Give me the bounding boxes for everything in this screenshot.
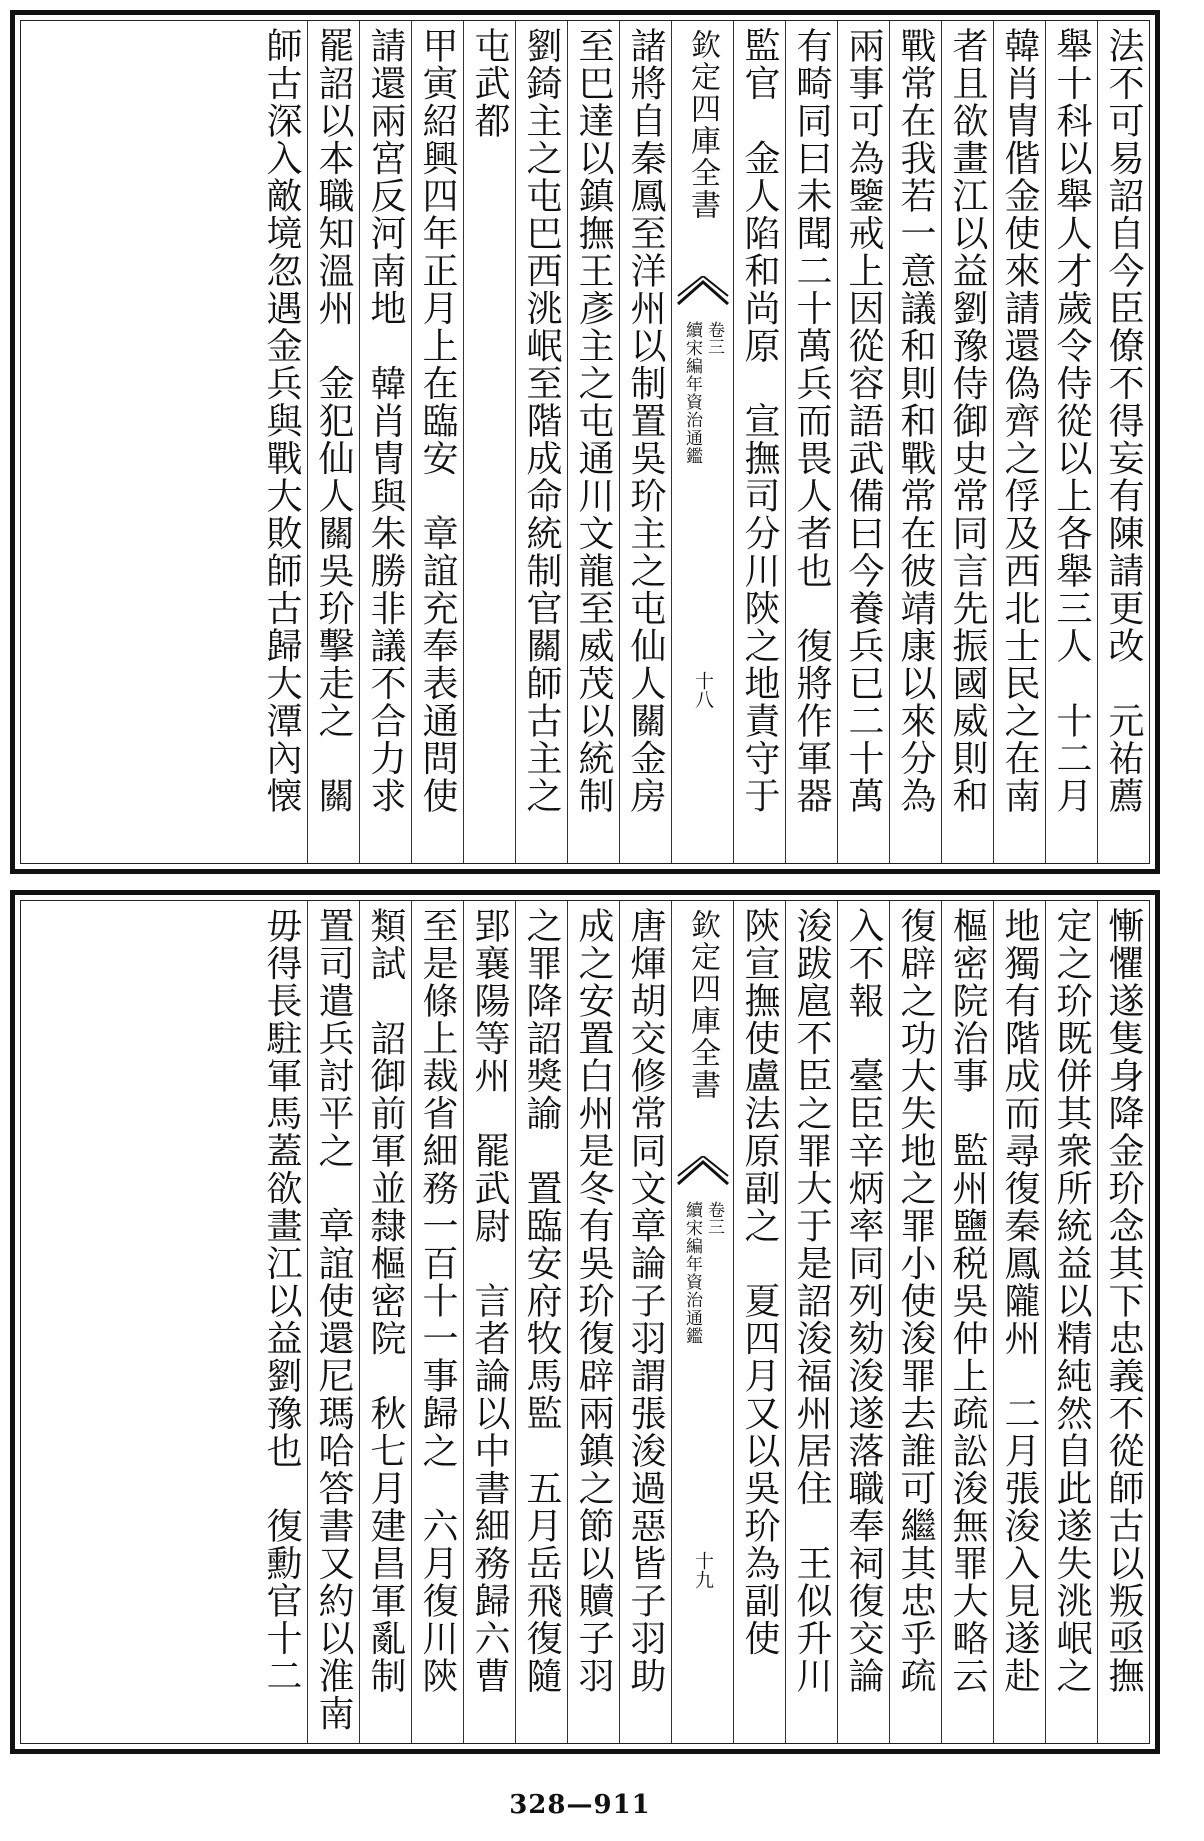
text-column: 甲寅紹興四年正月上在臨安 章誼充奉表通問使 <box>411 21 463 863</box>
text-column: 唐煇胡交修常同文章論子羽謂張浚過惡皆子羽助 <box>619 901 671 1743</box>
text-column: 之罪降詔獎諭 置臨安府牧馬監 五月岳飛復隨 <box>515 901 567 1743</box>
text-column: 師古深入敵境忽遇金兵與戰大敗師古歸大潭內懐 <box>261 27 302 815</box>
text-column: 法不可易詔自今臣僚不得妄有陳請更改 元祐薦 <box>1097 21 1149 863</box>
top-page-frame <box>20 20 1150 864</box>
text-column: 至巴達以鎮撫王彥主之屯通川文龍至威茂以統制 <box>567 21 619 863</box>
text-column: 成之安置白州是冬有吳玠復辟兩鎮之節以贖子羽 <box>567 901 619 1743</box>
top-right-half <box>733 21 1149 863</box>
volume-label: 卷三 <box>704 321 724 355</box>
text-column: 有畸同曰未聞二十萬兵而畏人者也 復將作軍器 <box>785 21 837 863</box>
text-column: 毋得長駐軍馬蓋欲畫江以益劉豫也 復勳官十二 <box>261 907 302 1695</box>
text-column: 慚懼遂隻身降金玠念其下忠義不從師古以叛亟撫 <box>1097 901 1149 1743</box>
center-fold <box>671 21 733 863</box>
bottom-right-half <box>733 901 1149 1743</box>
page-number: 328—911 <box>509 1790 651 1820</box>
volume-label: 卷三 <box>704 1201 724 1235</box>
text-column: 監官 金人陷和尚原 宣撫司分川陝之地責守于 <box>733 21 785 863</box>
folio-number: 十九 <box>692 1551 714 1589</box>
text-column: 類試 詔御前軍並隸樞密院 秋七月建昌軍亂制 <box>359 901 411 1743</box>
book-title: 續宋編年資治通鑑 <box>682 321 702 465</box>
text-column: 置司遣兵討平之 章誼使還尼瑪哈答書又約以淮南 <box>307 901 359 1743</box>
text-column: 者且欲畫江以益劉豫侍御史常同言先振國威則和 <box>941 21 993 863</box>
collection-title: 欽定四庫全書 <box>685 909 720 1101</box>
text-column: 兩事可為鑒戒上因從容語武備曰今養兵已二十萬 <box>837 21 889 863</box>
text-column: 罷詔以本職知溫州 金犯仙人關吳玠擊走之 關 <box>307 21 359 863</box>
folio-number: 十八 <box>692 671 714 709</box>
text-column: 入不報 臺臣辛炳率同列劾浚遂落職奉祠復交論 <box>837 901 889 1743</box>
text-column: 戰常在我若一意議和則和戰常在彼靖康以來分為 <box>889 21 941 863</box>
text-column: 劉錡主之屯巴西洮岷至階成命統制官關師古主之 <box>515 21 567 863</box>
text-column: 屯武都 <box>463 21 515 863</box>
text-column: 陝宣撫使盧法原副之 夏四月又以吳玠為副使 <box>733 901 785 1743</box>
book-title: 續宋編年資治通鑑 <box>682 1201 702 1345</box>
collection-title: 欽定四庫全書 <box>685 29 720 221</box>
text-column: 浚跋扈不臣之罪大于是詔浚福州居住 王似升川 <box>785 901 837 1743</box>
top-left-half <box>255 21 671 863</box>
center-fold <box>671 901 733 1743</box>
text-column: 定之玠既併其衆所統益以精純然自此遂失洮岷之 <box>1045 901 1097 1743</box>
fishtail-icon <box>676 1156 730 1186</box>
text-column: 請還兩宮反河南地 韓肖冑與朱勝非議不合力求 <box>359 21 411 863</box>
text-column: 韓肖胄偕金使來請還偽齊之俘及西北士民之在南 <box>993 21 1045 863</box>
text-column: 郢襄陽等州 罷武尉 言者論以中書細務歸六曹 <box>463 901 515 1743</box>
bottom-page-frame <box>20 900 1150 1744</box>
text-column: 地獨有階成而尋復秦鳳隴州 二月張浚入見遂赴 <box>993 901 1045 1743</box>
text-column: 諸將自秦鳳至洋州以制置吳玠主之屯仙人關金房 <box>619 21 671 863</box>
text-column: 舉十科以舉人才歲令侍從以上各舉三人 十二月 <box>1045 21 1097 863</box>
text-column: 樞密院治事 監州鹽税吳仲上疏訟浚無罪大略云 <box>941 901 993 1743</box>
bottom-page <box>10 890 1160 1754</box>
text-column: 至是條上裁省細務一百十一事歸之 六月復川陝 <box>411 901 463 1743</box>
text-column: 復辟之功大失地之罪小使浚罪去誰可繼其忠乎疏 <box>889 901 941 1743</box>
bottom-left-half <box>255 901 671 1743</box>
top-page <box>10 10 1160 874</box>
fishtail-icon <box>676 276 730 306</box>
